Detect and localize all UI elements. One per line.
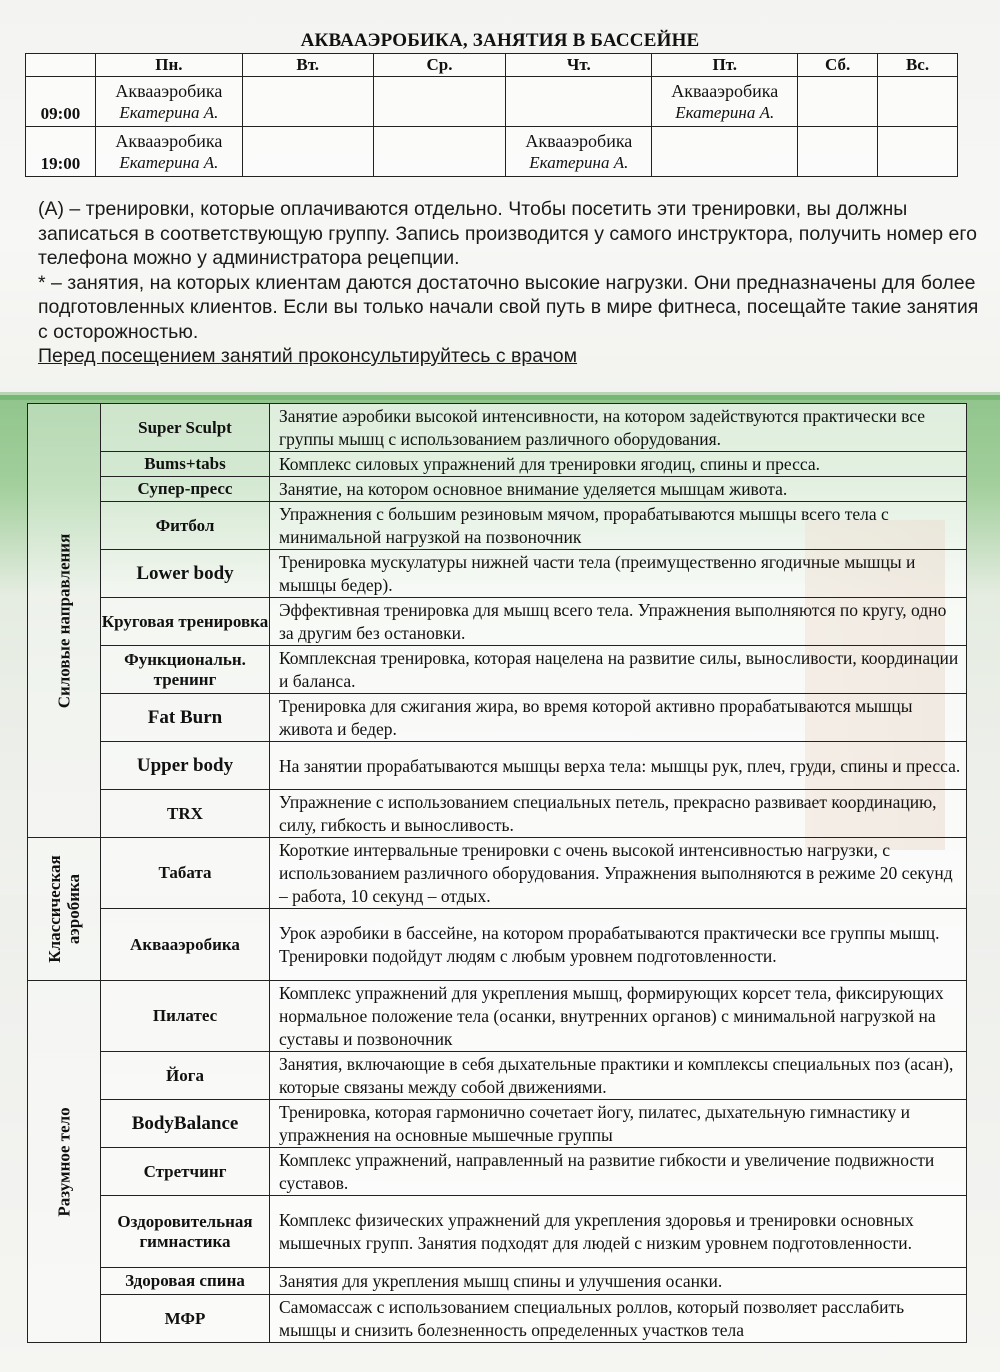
class-name: Здоровая спина — [101, 1268, 270, 1295]
schedule-row — [26, 77, 958, 127]
class-cell — [878, 127, 958, 177]
class-row — [28, 742, 967, 790]
day-header: Ср. — [373, 54, 506, 77]
class-cell — [373, 77, 506, 127]
class-name: Fat Burn — [101, 694, 270, 742]
class-name: Пилатес — [101, 981, 270, 1052]
class-row — [28, 909, 967, 981]
day-header: Сб. — [798, 54, 878, 77]
class-cell — [95, 77, 242, 127]
class-description: Занятие аэробики высокой интенсивности, на котором задействуются практически все группы мышц с использованием различного оборудования. — [270, 404, 967, 452]
class-row — [28, 981, 967, 1052]
class-description: Короткие интервальные тренировки с очень высокой интенсивностью нагрузки, с использованием различного оборудования. Упражнения выполняются в режиме 20 секунд – работа, 10 секунд – отдых. — [270, 838, 967, 909]
class-row — [28, 452, 967, 477]
class-description: Комплекс физических упражнений для укрепления здоровья и тренировки основных мышечных групп. Занятия подходят для людей с низким уровнем подготовленности. — [270, 1196, 967, 1268]
class-row — [28, 790, 967, 838]
class-row — [28, 1052, 967, 1100]
day-header: Пн. — [95, 54, 242, 77]
day-header: Чт. — [506, 54, 652, 77]
class-name: МФР — [101, 1295, 270, 1343]
class-row — [28, 646, 967, 694]
time-cell: 19:00 — [26, 127, 96, 177]
class-name: Аквааэробика — [115, 130, 223, 151]
class-row — [28, 1196, 967, 1268]
class-description: Комплексная тренировка, которая нацелена на развитие силы, выносливости, координации и баланса. — [270, 646, 967, 694]
day-header: Пт. — [652, 54, 798, 77]
class-name: Стретчинг — [101, 1148, 270, 1196]
class-cell — [506, 127, 652, 177]
class-description: Комплекс упражнений, направленный на развитие гибкости и увеличение подвижности суставов. — [270, 1148, 967, 1196]
group-name: Классическая аэробика — [45, 855, 83, 963]
class-description: Занятие, на котором основное внимание уделяется мышцам живота. — [270, 477, 967, 502]
class-row — [28, 1100, 967, 1148]
trainer-name: Екатерина А. — [675, 102, 775, 122]
class-name: Аквааэробика — [671, 80, 779, 101]
class-name: TRX — [101, 790, 270, 838]
class-description: Самомассаж с использованием специальных роллов, который позволяет расслабить мышцы и снизить болезненность определенных участков тела — [270, 1295, 967, 1343]
class-name: Аквааэробика — [101, 909, 270, 981]
class-row — [28, 838, 967, 909]
time-cell: 09:00 — [26, 77, 96, 127]
class-name: Круговая тренировка — [101, 598, 270, 646]
class-description: Комплекс упражнений для укрепления мышц, формирующих корсет тела, фиксирующих нормальное положение тела (осанки, внутренних органов) с минимальной нагрузкой на суставы и позвоночник — [270, 981, 967, 1052]
class-description: На занятии прорабатываются мышцы верха тела: мышцы рук, плеч, груди, спины и пресса. — [270, 742, 967, 790]
class-descriptions-table — [27, 403, 967, 1343]
class-cell — [95, 127, 242, 177]
class-cell — [242, 77, 373, 127]
trainer-name: Екатерина А. — [119, 102, 219, 122]
class-description: Эффективная тренировка для мышц всего тела. Упражнения выполняются по кругу, одно за другим без остановки. — [270, 598, 967, 646]
class-row — [28, 404, 967, 452]
class-name: BodyBalance — [101, 1100, 270, 1148]
class-row — [28, 1268, 967, 1295]
group-cell — [28, 404, 101, 838]
class-description: Упражнение с использованием специальных петель, прекрасно развивает координацию, силу, гибкость и выносливость. — [270, 790, 967, 838]
class-cell — [242, 127, 373, 177]
page-title: АКВААЭРОБИКА, ЗАНЯТИЯ В БАССЕЙНЕ — [300, 30, 700, 51]
schedule-row — [26, 127, 958, 177]
class-name: Фитбол — [101, 502, 270, 550]
class-description: Тренировка мускулатуры нижней части тела (преимущественно ягодичные мышцы и мышцы бедер). — [270, 550, 967, 598]
class-name: Аквааэробика — [115, 80, 223, 101]
class-cell — [798, 77, 878, 127]
class-name: Функциональн. тренинг — [101, 646, 270, 694]
note-intense: * – занятия, на которых клиентам даются достаточно высокие нагрузки. Они предназначены для более подготовленных клиентов. Если вы только начали свой путь в мире фитнеса, посещайте такие занятия с осторожностью. — [38, 271, 979, 343]
class-cell — [652, 77, 798, 127]
class-row — [28, 550, 967, 598]
note-doctor: Перед посещением занятий проконсультируйтесь с врачом — [38, 345, 578, 367]
group-cell — [28, 981, 101, 1343]
class-name: Bums+tabs — [101, 452, 270, 477]
trainer-name: Екатерина А. — [119, 152, 219, 172]
schedule-header-row — [26, 54, 958, 77]
class-row — [28, 694, 967, 742]
class-row — [28, 1295, 967, 1343]
class-cell — [652, 127, 798, 177]
class-cell — [798, 127, 878, 177]
class-name: Аквааэробика — [525, 130, 633, 151]
class-name: Upper body — [101, 742, 270, 790]
note-paid: (А) – тренировки, которые оплачиваются отдельно. Чтобы посетить эти тренировки, вы должны записаться в соответствующую группу. Запись производится у самого инструктора, получить номер его телефона можно у администратора рецепции. — [38, 198, 977, 269]
schedule-corner-cell — [26, 54, 96, 77]
class-description: Занятия, включающие в себя дыхательные практики и комплексы специальных поз (асан), которые связаны между собой движениями. — [270, 1052, 967, 1100]
class-description: Урок аэробики в бассейне, на котором прорабатываются практически все группы мышц. Тренировки подойдут людям с любым уровнем подготовленности. — [270, 909, 967, 981]
class-name: Йога — [101, 1052, 270, 1100]
class-name: Табата — [101, 838, 270, 909]
class-row — [28, 502, 967, 550]
class-row — [28, 598, 967, 646]
class-description: Тренировка для сжигания жира, во время которой активно прорабатываются мышцы живота и бедер. — [270, 694, 967, 742]
group-name: Силовые направления — [54, 533, 74, 708]
background-stripe — [0, 392, 1000, 400]
class-description: Занятия для укрепления мышц спины и улучшения осанки. — [270, 1268, 967, 1295]
class-description: Тренировка, которая гармонично сочетает йогу, пилатес, дыхательную гимнастику и упражнения на основные мышечные группы — [270, 1100, 967, 1148]
notes-block — [38, 197, 988, 369]
class-cell — [506, 77, 652, 127]
class-row — [28, 1148, 967, 1196]
class-description: Комплекс силовых упражнений для тренировки ягодиц, спины и пресса. — [270, 452, 967, 477]
class-name: Оздоровительная гимнастика — [101, 1196, 270, 1268]
class-cell — [878, 77, 958, 127]
schedule-table — [25, 53, 958, 177]
trainer-name: Екатерина А. — [529, 152, 629, 172]
day-header: Вс. — [878, 54, 958, 77]
group-cell — [28, 838, 101, 981]
class-cell — [373, 127, 506, 177]
class-name: Lower body — [101, 550, 270, 598]
class-name: Super Sculpt — [101, 404, 270, 452]
class-row — [28, 477, 967, 502]
group-name: Разумное тело — [54, 1106, 74, 1217]
day-header: Вт. — [242, 54, 373, 77]
class-description: Упражнения с большим резиновым мячом, прорабатываются мышцы всего тела с минимальной нагрузкой на позвоночник — [270, 502, 967, 550]
class-name: Супер-пресс — [101, 477, 270, 502]
